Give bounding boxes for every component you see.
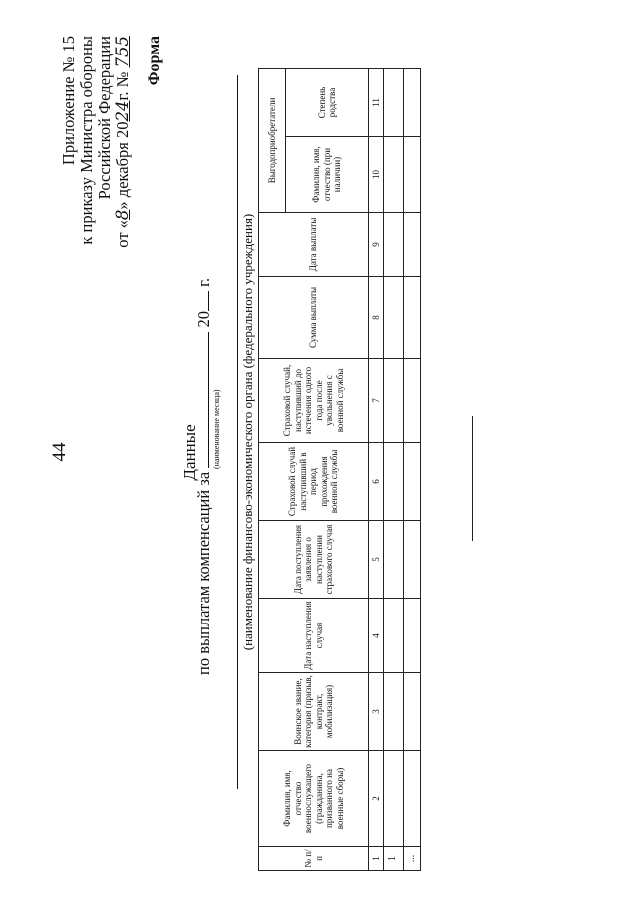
appendix-line-3: Российской Федерации	[95, 36, 114, 200]
table-cell[interactable]	[404, 521, 421, 599]
date-year: 24	[113, 100, 132, 122]
table-cell[interactable]	[404, 213, 421, 277]
column-number: 5	[369, 521, 384, 599]
table-cell[interactable]	[384, 521, 404, 599]
header-beneficiary-name: Фамилия, имя, отчество (при наличии)	[286, 137, 369, 213]
table-cell[interactable]	[384, 277, 404, 359]
table-row	[384, 69, 404, 871]
year-blank[interactable]	[194, 291, 209, 311]
appendix-line-4	[114, 36, 132, 248]
form-label: Форма	[146, 36, 163, 86]
appendix-line-1: Приложение № 15	[59, 36, 78, 166]
table-cell[interactable]	[384, 599, 404, 673]
table-cell[interactable]	[384, 673, 404, 751]
table-cell[interactable]	[404, 751, 421, 847]
header-event-after-discharge: Страховой случай, наступивший до истечения одного года после увольнения с военной службы	[259, 359, 369, 443]
header-kinship: Степень родства	[286, 69, 369, 137]
header-number: № п/п	[259, 847, 369, 871]
column-number: 6	[369, 443, 384, 521]
date-day: 8	[113, 209, 132, 221]
header-application-date: Дата поступления заявления о наступлении страхового случая	[259, 521, 369, 599]
org-name-line[interactable]	[237, 75, 238, 789]
subtitle-text: по выплатам компенсаций за	[194, 471, 213, 675]
table-cell[interactable]	[384, 751, 404, 847]
compensation-table	[258, 68, 421, 871]
header-payment-date: Дата выплаты	[259, 213, 369, 277]
table-cell[interactable]	[404, 443, 421, 521]
table-cell[interactable]: 1	[384, 847, 404, 871]
column-number: 4	[369, 599, 384, 673]
table-cell[interactable]: ...	[404, 847, 421, 871]
header-event-date: Дата наступления случая	[259, 599, 369, 673]
column-number: 10	[369, 137, 384, 213]
table-cell[interactable]	[404, 599, 421, 673]
header-row-1	[259, 69, 286, 871]
table-cell[interactable]	[384, 213, 404, 277]
org-caption: (наименование финансово-экономического органа (федерального учреждения)	[240, 213, 255, 651]
document-subtitle	[194, 278, 214, 675]
table-cell[interactable]	[384, 69, 404, 137]
header-payment-amount: Сумма выплаты	[259, 277, 369, 359]
date-prefix: от «	[113, 220, 132, 248]
header-event-in-service: Страховой случай наступивший в период прохождения военной службы	[259, 443, 369, 521]
column-number: 2	[369, 751, 384, 847]
order-number: 755	[113, 36, 132, 68]
header-beneficiaries: Выгодоприобретатели	[259, 69, 286, 213]
page-number: 44	[49, 442, 70, 462]
year-prefix: 20	[194, 311, 213, 328]
table-cell[interactable]	[404, 69, 421, 137]
column-number: 8	[369, 277, 384, 359]
column-number: 3	[369, 673, 384, 751]
appendix-block	[60, 36, 132, 248]
column-number: 9	[369, 213, 384, 277]
header-full-name: Фамилия, имя, отчество военнослужащего (гражданина, призванного на военные сборы)	[259, 751, 369, 847]
header-rank: Воинское звание, категория (призыв, контракт, мобилизация)	[259, 673, 369, 751]
month-blank[interactable]	[194, 332, 209, 468]
year-suffix: г.	[194, 277, 213, 287]
table-row	[404, 69, 421, 871]
appendix-line-2: к приказу Министра обороны	[77, 36, 96, 245]
table-cell[interactable]	[404, 277, 421, 359]
table-cell[interactable]	[384, 443, 404, 521]
month-hint: (наименование месяца)	[212, 389, 221, 469]
date-month: » декабря 20	[113, 121, 132, 210]
document-title: Данные	[180, 424, 199, 481]
column-number: 7	[369, 359, 384, 443]
signature-line	[472, 416, 473, 541]
table-cell[interactable]	[404, 137, 421, 213]
table-cell[interactable]	[404, 359, 421, 443]
column-numbers-row	[369, 69, 384, 871]
table-cell[interactable]	[384, 137, 404, 213]
order-label: г. №	[113, 71, 132, 101]
column-number: 1	[369, 847, 384, 871]
column-number: 11	[369, 69, 384, 137]
table-cell[interactable]	[384, 359, 404, 443]
table-cell[interactable]	[404, 673, 421, 751]
